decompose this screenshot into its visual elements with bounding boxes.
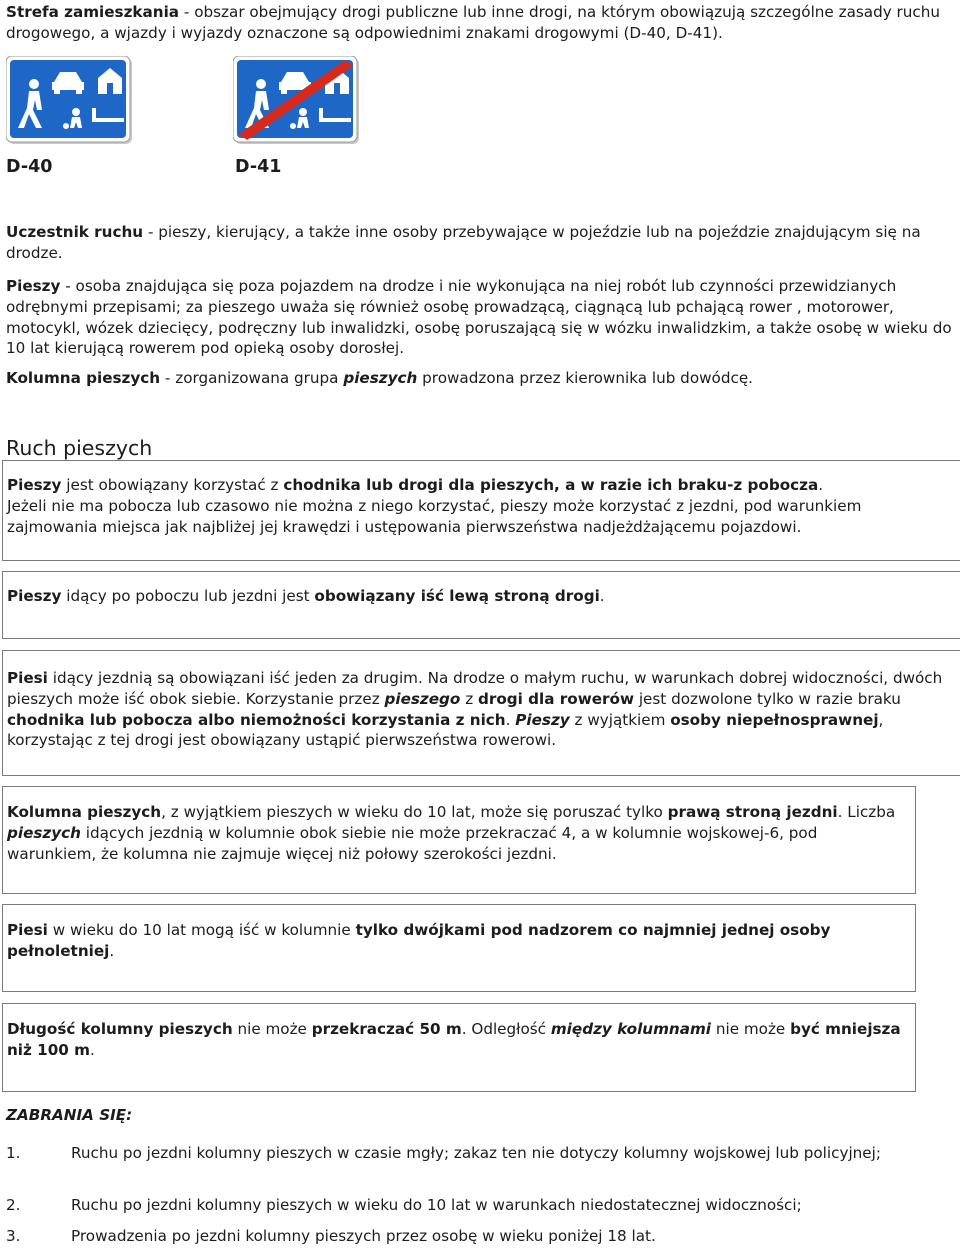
text-uczestnik: - pieszy, kierujący, a także inne osoby przebywające w pojeździe lub na pojeździe znajdującym się na drodze. (6, 223, 921, 262)
rule-box-1: Pieszy jest obowiązany korzystać z chodnika lub drogi dla pieszych, a w razie ich braku-z pobocza. Jeżeli nie ma pobocza lub czasowo nie można z niego korzystać, pieszy może korzystać z jezdni, pod warunkiem zajmowania miejsca jak najbliżej jej krawędzi i ustępowania pierwszeństwa nadjeżdżającemu pojazdowi. (2, 460, 960, 561)
rule-box-6: Długość kolumny pieszych nie może przekraczać 50 m. Odległość między kolumnami nie może być mniejsza niż 100 m. (2, 1003, 916, 1092)
sign-d41-label: D-41 (235, 157, 282, 177)
section-title: Ruch pieszych (6, 436, 153, 460)
residential-zone-end-sign-icon (233, 56, 365, 148)
prohibited-title: ZABRANIA SIĘ: (6, 1106, 133, 1124)
text-pieszy: - osoba znajdująca się poza pojazdem na drodze i nie wykonująca na niej robót lub czynności przewidzianych odrębnymi przepisami; za pieszego uważa się również osobę prowadzącą, ciągnącą lub pchającą rower , motorower, motocykl, wózek dziecięcy, podręczny lub inwalidzki, osobę poruszającą się w wózku inwalidzkim, a także osobę w wieku do 10 lat kierującą rowerem pod opieką osoby dorosłej. (6, 277, 952, 358)
sign-d40 (6, 56, 138, 148)
definition-pieszy (6, 276, 958, 359)
intro-paragraph (6, 2, 958, 44)
intro-term: Strefa zamieszkania (6, 3, 180, 21)
rule-box-4: Kolumna pieszych, z wyjątkiem pieszych w wieku do 10 lat, może się poruszać tylko prawą stroną jezdni. Liczba pieszych idących jezdnią w kolumnie obok siebie nie może przekraczać 4, a w kolumnie wojskowej-6, pod warunkiem, że kolumna nie zajmuje więcej niż połowy szerokości jezdni. (2, 786, 916, 894)
definition-uczestnik (6, 222, 958, 264)
rule-box-5: Piesi w wieku do 10 lat mogą iść w kolumnie tylko dwójkami pod nadzorem co najmniej jednej osoby pełnoletniej. (2, 904, 916, 992)
sign-d40-label: D-40 (6, 157, 53, 177)
term-kolumna: Kolumna pieszych (6, 369, 161, 387)
definition-kolumna: Kolumna pieszych - zorganizowana grupa pieszych prowadzona przez kierownika lub dowódcę. (6, 369, 753, 387)
list-item: 2. Ruchu po jezdni kolumny pieszych w wieku do 10 lat w warunkach niedostatecznej widoczności; (6, 1196, 802, 1214)
rule-box-3: Piesi idący jezdnią są obowiązani iść jeden za drugim. Na drodze o małym ruchu, w warunkach dobrej widoczności, dwóch pieszych może iść obok siebie. Korzystanie przez pieszego z drogi dla rowerów jest dozwolone tylko w razie braku chodnika lub pobocza albo niemożności korzystania z nich. Pieszy z wyjątkiem osoby niepełnosprawnej, korzystając z tej drogi jest obowiązany ustąpić pierwszeństwa rowerowi. (2, 650, 960, 776)
sign-d41 (233, 56, 365, 148)
rule-box-2: Pieszy idący po poboczu lub jezdni jest obowiązany iść lewą stroną drogi. (2, 571, 960, 639)
list-item: 3. Prowadzenia po jezdni kolumny pieszych przez osobę w wieku poniżej 18 lat. (6, 1227, 656, 1245)
list-item: 1. Ruchu po jezdni kolumny pieszych w czasie mgły; zakaz ten nie dotyczy kolumny wojskowej lub policyjnej; (6, 1144, 881, 1162)
term-uczestnik: Uczestnik ruchu (6, 223, 144, 241)
residential-zone-sign-icon (6, 56, 138, 148)
term-pieszy: Pieszy (6, 277, 61, 295)
intro-definition: - obszar obejmujący drogi publiczne lub inne drogi, na którym obowiązują szczególne zasady ruchu drogowego, a wjazdy i wyjazdy oznaczone są odpowiednimi znakami drogowymi (D-40, D-41). (6, 3, 941, 42)
